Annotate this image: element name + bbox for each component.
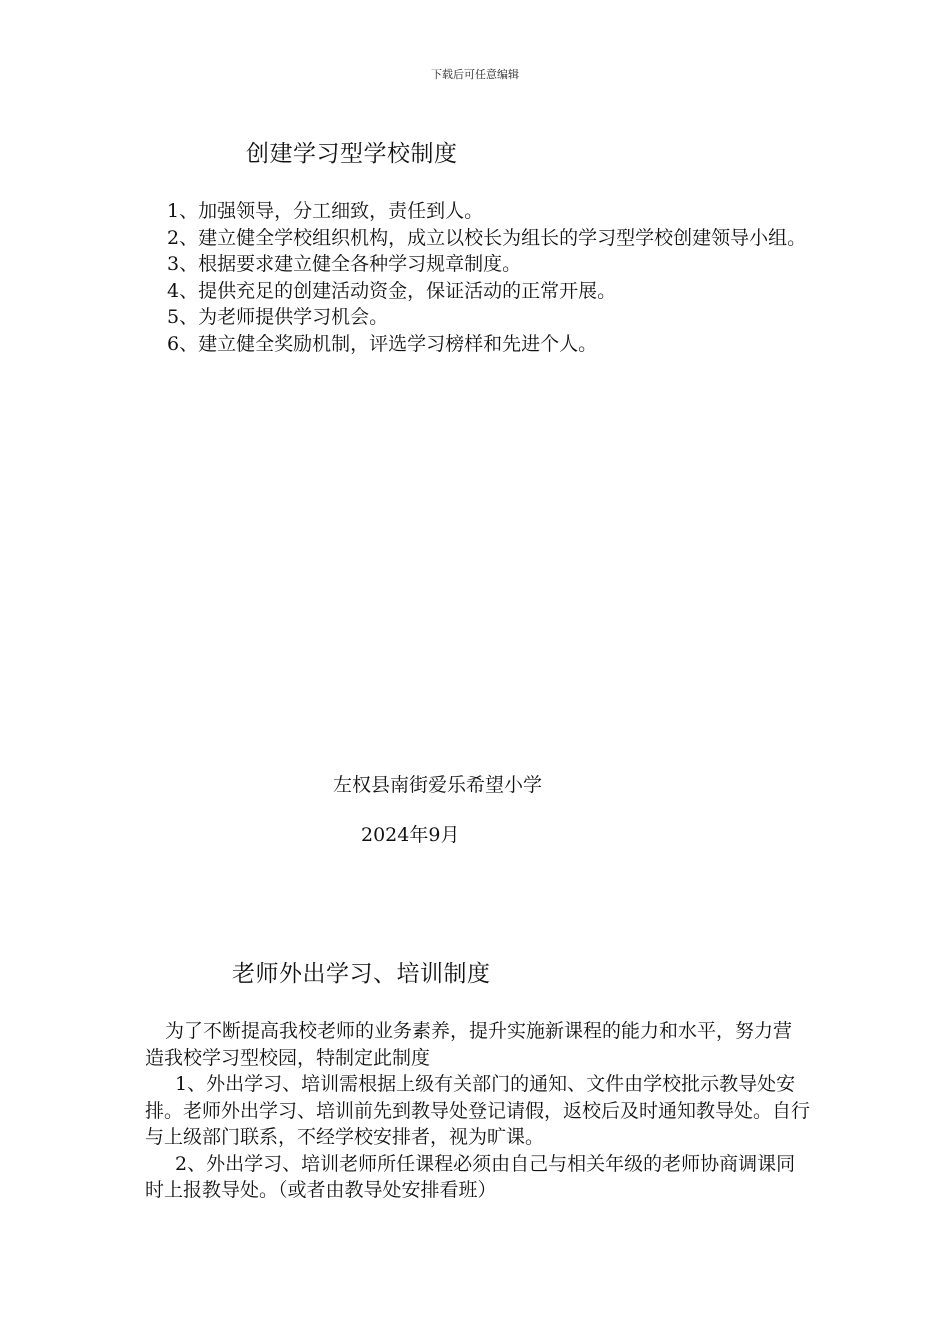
signature-date: 2024年9月	[361, 824, 460, 846]
signature-organization: 左权县南街爱乐希望小学	[333, 774, 543, 796]
section1-item: 5、为老师提供学习机会。	[167, 306, 389, 328]
section1-item: 6、建立健全奖励机制，评选学习榜样和先进个人。	[167, 332, 598, 355]
section1-item: 2、建立健全学校组织机构，成立以校长为组长的学习型学校创建领导小组。	[167, 226, 807, 249]
section2-title: 老师外出学习、培训制度	[232, 961, 491, 987]
section2-intro: 为了不断提高我校老师的业务素养，提升实施新课程的能力和水平，努力营造我校学习型校园，特制定此制度	[145, 1020, 793, 1069]
section2-item: 1、外出学习、培训需根据上级有关部门的通知、文件由学校批示教导处安排。老师外出学习、培训前先到教导处登记请假，返校后及时通知教导处。自行与上级部门联系，不经学校安排者，视为旷课。	[145, 1073, 811, 1148]
section1-body	[145, 198, 810, 357]
section2-item: 2、外出学习、培训老师所任课程必须由自己与相关年级的老师协商调课同时上报教导处。（或者由教导处安排看班）	[145, 1152, 796, 1201]
section1-title: 创建学习型学校制度	[246, 141, 458, 167]
header-note: 下载后可任意编辑	[431, 68, 519, 81]
section1-item: 1、加强领导，分工细致，责任到人。	[167, 200, 484, 222]
section1-item: 3、根据要求建立健全各种学习规章制度。	[167, 253, 522, 275]
section1-item: 4、提供充足的创建活动资金，保证活动的正常开展。	[167, 279, 617, 302]
section2-body	[145, 1018, 810, 1204]
